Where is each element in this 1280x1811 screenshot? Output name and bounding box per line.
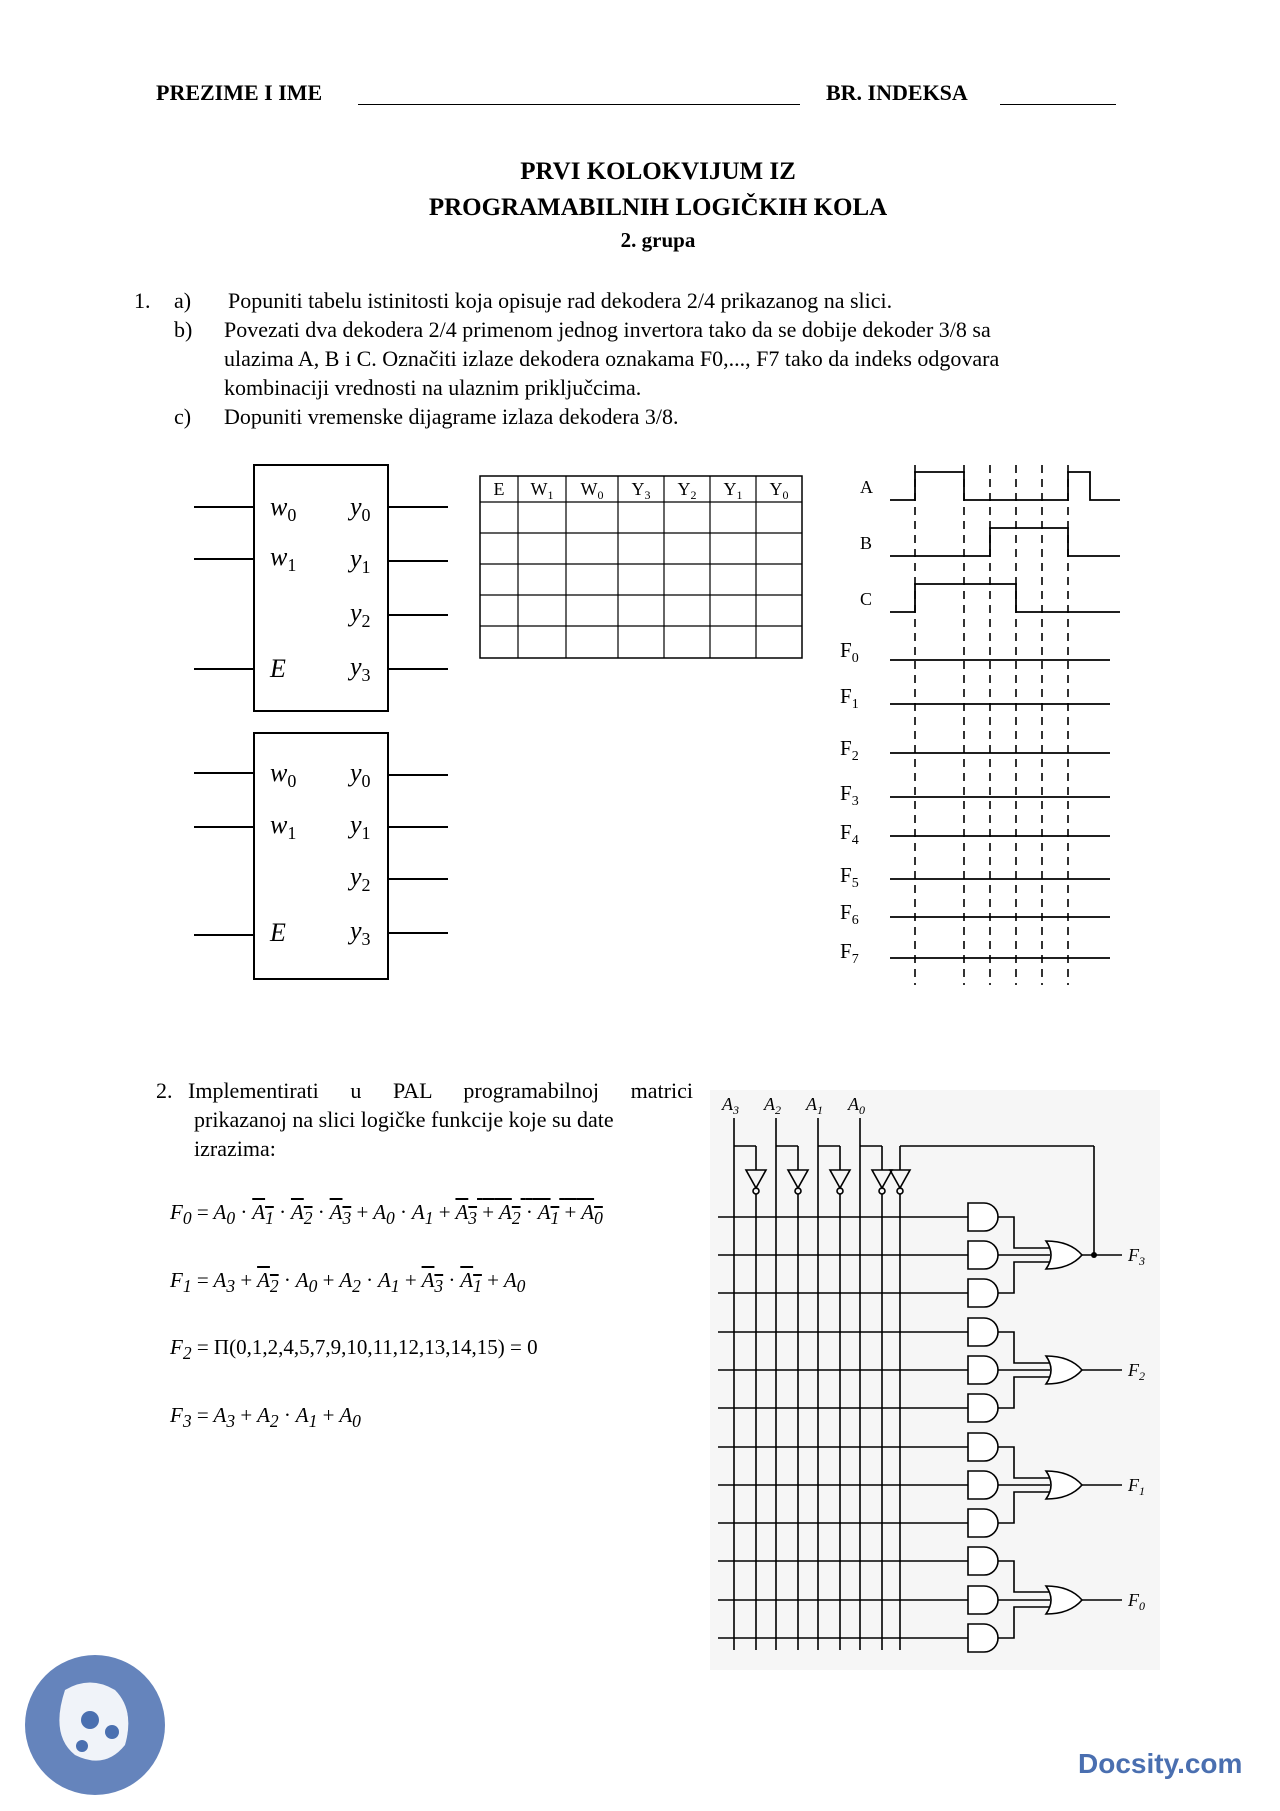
name-blank-line [358,104,800,105]
tt-header-y3: $Y_3$ [631,479,651,502]
timing-label-f0: $F_0$ [840,638,859,666]
dec2-output-y2: $y_2$ [350,862,371,895]
title-group: 2. grupa [620,228,696,252]
docsity-logo-text[interactable]: Docsity.com [1078,1748,1243,1779]
timing-label-f7: $F_7$ [840,939,859,967]
decoders-diagram [190,455,460,985]
pal-output-f0: $F_0$ [1128,1590,1145,1613]
docsity-logo-icon [20,1650,170,1800]
tt-header-y2: $Y_2$ [677,479,697,502]
name-label: PREZIME I IME [156,80,323,105]
dec2-input-w1: $w_1$ [270,810,297,843]
timing-diagram [840,455,1130,995]
q1-a-label: a) [174,288,192,313]
dec1-output-y2: $y_2$ [350,598,371,631]
tt-header-w1: $W_1$ [530,479,554,502]
dec1-input-w1: $w_1$ [270,542,297,575]
pal-input-a3: $A_3$ [722,1094,739,1117]
q2-number: 2. [156,1078,173,1103]
title-line1: PRVI KOLOKVIJUM IZ [520,158,796,185]
dec2-output-y0: $y_0$ [350,758,371,791]
wave-b [890,528,1120,556]
q2-line2: prikazanoj na slici logičke funkcije koje su date [194,1107,614,1132]
timing-label-c: C [860,589,873,609]
formula-f3: $F_3 = A_3 + A_2 \cdot A_1 + A_0$ [170,1403,361,1432]
tt-header-y1: $Y_1$ [723,479,743,502]
timing-label-f3: $F_3$ [840,781,859,809]
formula-f0: $F_0 = A_0 \cdot A_1 \cdot A_2 \cdot A_3 + A_0 \cdot A_1 + A_3 + A_2 \cdot A_1 + A_0$ [170,1200,603,1229]
decoder-bottom [194,733,448,979]
q1-c-text: Dopuniti vremenske dijagrame izlaza dekodera 3/8. [224,404,679,429]
index-label: BR. INDEKSA [826,80,968,105]
q1-b-label: b) [174,317,193,342]
pal-output-f2: $F_2$ [1128,1360,1145,1383]
timing-label-f1: $F_1$ [840,684,859,712]
pal-matrix [710,1090,1160,1670]
pal-input-a1: $A_1$ [806,1094,823,1117]
timing-label-a: A [860,477,873,497]
decoder-top [194,465,448,711]
title-line2: PROGRAMABILNIH LOGIČKIH KOLA [428,194,888,221]
q2-line3: izrazima: [194,1136,276,1161]
dec1-output-y3: $y_3$ [350,652,371,685]
formula-f2-expression: = Π(0,1,2,4,5,7,9,10,11,12,13,14,15) = 0 [196,1335,538,1359]
pal-input-a0: $A_0$ [848,1094,865,1117]
pal-output-f1: $F_1$ [1128,1475,1145,1498]
pal-output-f3: $F_3$ [1128,1245,1145,1268]
q1-b-line2: ulazima A, B i C. Označiti izlaze dekodera oznakama F0,..., F7 tako da indeks odgovara [224,346,1000,371]
q1-b-line3: kombinaciji vrednosti na ulaznim priključcima. [224,375,642,400]
q1-number: 1. [134,288,151,313]
q1-c-label: c) [174,404,192,429]
dec2-output-y3: $y_3$ [350,916,371,949]
formula-f2: $F_2 = \Pi(0,1,2,4,5,7,9,10,11,12,13,14,15) = 0$ [170,1335,538,1364]
dec1-output-y1: $y_1$ [350,544,371,577]
timing-label-f4: $F_4$ [840,820,859,848]
wave-c [890,584,1120,612]
timing-label-b: B [860,533,873,553]
dec1-input-w0: $w_0$ [270,492,297,525]
tt-header-y0: $Y_0$ [769,479,789,502]
truth-table [478,474,808,664]
timing-label-f6: $F_6$ [840,900,859,928]
timing-label-f5: $F_5$ [840,863,859,891]
dec2-output-y1: $y_1$ [350,810,371,843]
dec2-input-e: E [270,918,286,947]
formula-f1: $F_1 = A_3 + A_2 \cdot A_0 + A_2 \cdot A_1 + A_3 \cdot A_1 + A_0$ [170,1268,526,1297]
tt-header-e: E [493,479,505,499]
q1-b-line1: Povezati dva dekodera 2/4 primenom jednog invertora tako da se dobije dekoder 3/8 sa [224,317,991,342]
q1-a-text: Popuniti tabelu istinitosti koja opisuje rad dekodera 2/4 prikazanog na slici. [228,288,893,313]
index-blank-line [1000,104,1116,105]
tt-header-w0: $W_0$ [580,479,604,502]
q2-line1: Implementirati u PAL programabilnoj matrici [188,1078,693,1103]
wave-a [890,472,1120,500]
pal-input-a2: $A_2$ [764,1094,781,1117]
dec1-output-y0: $y_0$ [350,492,371,525]
dec2-input-w0: $w_0$ [270,758,297,791]
timing-label-f2: $F_2$ [840,736,859,764]
dec1-input-e: E [270,654,286,683]
